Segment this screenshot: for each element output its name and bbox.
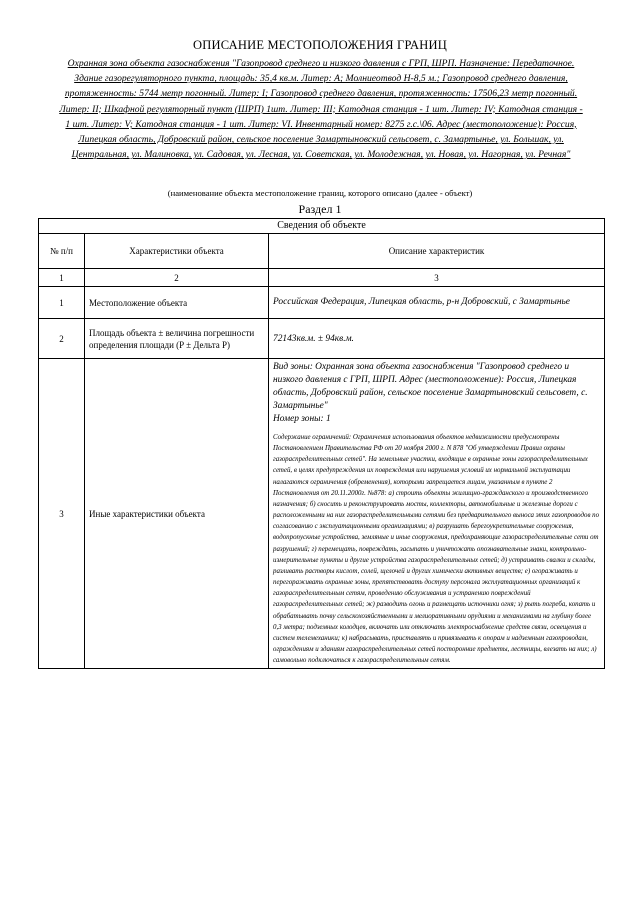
restrictions-text: Содержание ограничений: Ограничения использования объектов недвижимости предусмотрены Постановлением Правительства РФ от 20 ноября 2000 г. N 878 "Об утверждении Правил охраны газораспределительных сетей". На земельные участки, входящие в охранные зоны газораспределительных сетей, в целях предупреждения их повреждения или нарушения условий их нормальной эксплуатации налагаются ограничения (обременения), которыми запрещается лицам, указанным в пункте 2 Постановления от 20.11.2000г. №878: а) строить объекты жилищно-гражданского и производственного назначения; б) сносить и реконструировать мосты, коллекторы, автомобильные и железные дороги с расположенными на них газораспределительными сетями без предварительного выноса этих газопроводов по согласованию с эксплуатационными организациями; в) разрушать берегоукрепительные сооружения, водопропускные устройства, земляные и иные сооружения, предохраняющие газораспределительные сети от разрушений; г) перемещать, повреждать, засыпать и уничтожать опознавательные знаки, контрольно-измерительные пункты и другие устройства газораспределительных сетей; д) устраивать свалки и склады, разливать растворы кислот, солей, щелочей и других химически активных веществ; е) огораживать и перегораживать охранные зоны, препятствовать доступу персонала эксплуатационных организаций к газораспределительным сетям, проведению обслуживания и устранению повреждений газораспределительных сетей; ж) разводить огонь и размещать источники огня; з) рыть погреба, копать и обрабатывать почву сельскохозяйственными и мелиоративными орудиями и механизмами на глубину более 0,3 метра; подземных колодцев, включать или отключать электроснабжение средств связи, освещения и систем телемеханики; к) набрасывать, приставлять и привязывать к опорам и надземным газопроводам, ограждениям и зданиям газораспределительных сетей посторонние предметы, лестницы, влезать на них; л) самовольно подключаться к газораспределительным сетям. [273,434,600,665]
table-row [39,319,605,359]
caption-note: (наименование объекта местоположение границ, которого описано (далее - объект) [167,188,473,198]
header-characteristic: Характеристики объекта [85,234,269,269]
section-title: Раздел 1 [298,202,342,216]
table-header-row [39,234,605,269]
table-caption: Сведения об объекте [39,219,605,234]
row-description [269,359,605,669]
row-description: 72143кв.м. ± 94кв.м. [269,319,605,359]
table-row [39,359,605,669]
row-characteristic: Площадь объекта ± величина погрешности определения площади (P ± Дельта P) [85,319,269,359]
row-number: 2 [39,319,85,359]
object-description: Охранная зона объекта газоснабжения "Газопровод среднего и низкого давления с ГРП, ШРП. Назначение: Передаточное. Здание газорегуляторного пункта, площадь: 35,4 кв.м. Литер: А; Молниеотвод Н-8,5 м.; Газопровод среднего давления, протяженность: 5744 метр погонный. Литер: I; Газопровод среднего давления, протяженность: 17506,23 метр погонный. Литер: II; Шкафной регуляторный пункт (ШРП) 1шт. Литер: III; Катодная станция - 1 шт. Литер: IV; Катодная станция - 1 шт. Литер: V; Катодная станция - 1 шт. Литер: VI. Инвентарный номер: 8275 г.с.\06. Адрес (местоположение): Россия, Липецкая область, Добровский район, сельское поселение Замартыновский сельсовет, с. Замартынье, ул. Большак, ул. Центральная, ул. Малиновка, ул. Садовая, ул. Лесная, ул. Советская, ул. Молодежная, ул. Новая, ул. Нагорная, ул. Речная" [59,58,583,161]
column-number-row [39,269,605,287]
header-num: № п/п [39,234,85,269]
column-number: 1 [39,269,85,287]
zone-type: Вид зоны: Охранная зона объекта газоснабжения "Газопровод среднего и низкого давления с ГРП, ШРП. Адрес (местоположение): Россия, Липецкая область, Добровский район, сельское поселение Замартыновский сельсовет, с. Замартынье" [273,362,588,411]
header-description: Описание характеристик [269,234,605,269]
row-characteristic: Иные характеристики объекта [85,359,269,669]
column-number: 2 [85,269,269,287]
zone-number: Номер зоны: 1 [273,414,331,424]
table-row [39,287,605,319]
object-info-table [38,218,605,669]
row-number: 3 [39,359,85,669]
document-title: ОПИСАНИЕ МЕСТОПОЛОЖЕНИЯ ГРАНИЦ [193,38,447,52]
row-characteristic: Местоположение объекта [85,287,269,319]
row-number: 1 [39,287,85,319]
row-description: Российская Федерация, Липецкая область, р-н Добровский, с Замартынье [269,287,605,319]
column-number: 3 [269,269,605,287]
